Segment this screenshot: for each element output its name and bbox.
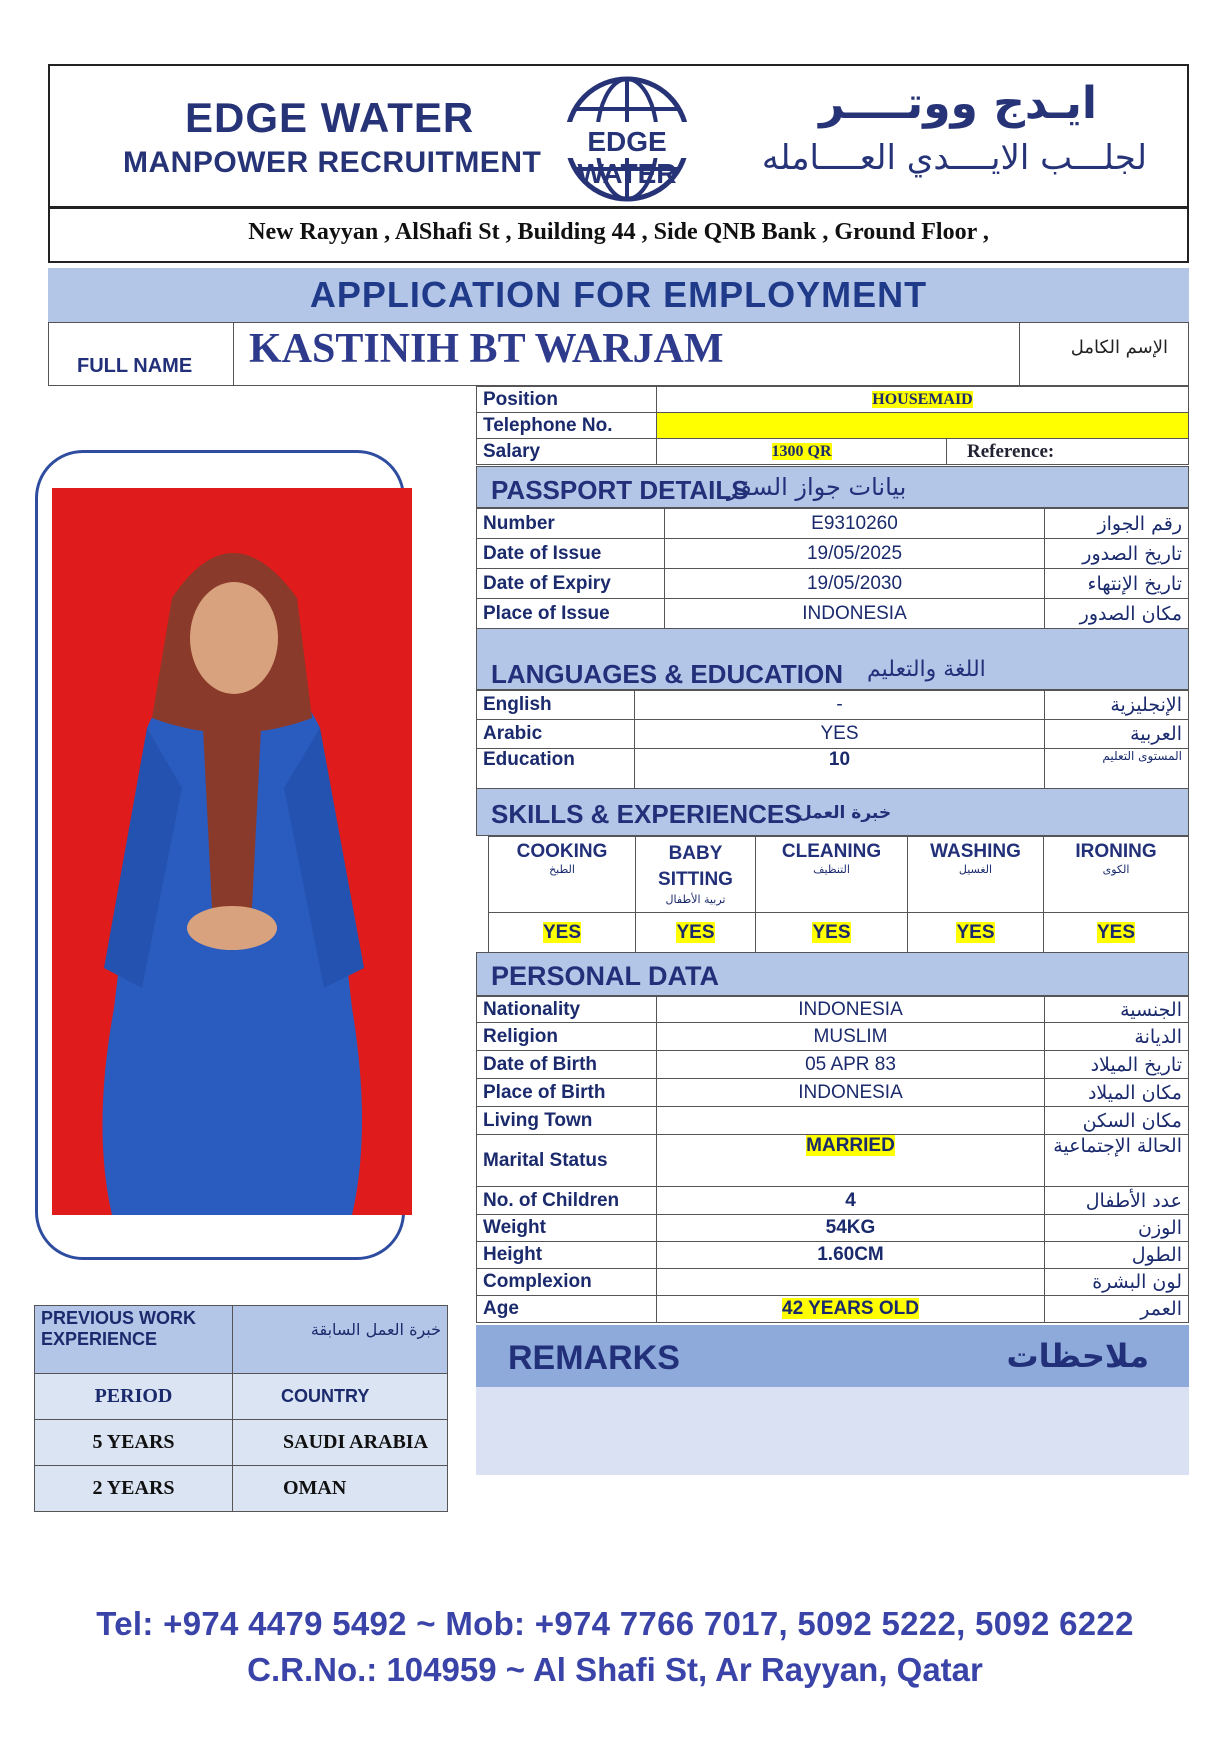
company-subtitle-ar: لجلـــب الايــــدي العــــامله bbox=[761, 138, 1147, 178]
position-table bbox=[476, 386, 1189, 465]
skills-heading-text: SKILLS & EXPERIENCES bbox=[491, 799, 802, 829]
skill-baby-sitting-value-cell bbox=[636, 913, 756, 953]
table-row bbox=[35, 1466, 448, 1512]
skill-ironing-value-cell bbox=[1044, 913, 1189, 953]
marital-status-value: MARRIED bbox=[806, 1135, 895, 1156]
skill-value: YES bbox=[542, 921, 582, 943]
table-row bbox=[477, 1242, 1189, 1269]
table-row bbox=[477, 599, 1189, 629]
logo-text: EDGE WATER bbox=[577, 126, 677, 189]
remarks-heading bbox=[476, 1325, 1189, 1387]
skill-baby-sitting bbox=[636, 837, 756, 913]
experience-heading: PREVIOUS WORK EXPERIENCE bbox=[35, 1306, 233, 1374]
skill-label-ar: الطبخ bbox=[549, 863, 575, 876]
religion-value: MUSLIM bbox=[657, 1023, 1045, 1051]
living-town-ar: مكان السكن bbox=[1045, 1107, 1189, 1135]
place-of-issue-label: Place of Issue bbox=[477, 599, 665, 629]
complexion-label: Complexion bbox=[477, 1269, 657, 1296]
table-row bbox=[477, 720, 1189, 749]
position-label: Position bbox=[477, 387, 657, 413]
full-name-row bbox=[48, 322, 1189, 386]
place-of-birth-label: Place of Birth bbox=[477, 1079, 657, 1107]
education-label: Education bbox=[477, 749, 635, 789]
skill-label-ar: تربية الأطفال bbox=[665, 893, 726, 906]
table-row bbox=[477, 691, 1189, 720]
place-of-birth-ar: مكان الميلاد bbox=[1045, 1079, 1189, 1107]
letterhead bbox=[48, 64, 1189, 208]
experience-period: 5 YEARS bbox=[35, 1420, 233, 1466]
nationality-label: Nationality bbox=[477, 997, 657, 1023]
age-cell bbox=[657, 1296, 1045, 1323]
table-row bbox=[477, 1079, 1189, 1107]
skills-heading-ar: خبرة العمل bbox=[797, 803, 892, 823]
address-text: New Rayyan , AlShafi St , Building 44 , Side QNB Bank , Ground Floor , bbox=[248, 219, 989, 245]
religion-ar: الديانة bbox=[1045, 1023, 1189, 1051]
personal-heading-text: PERSONAL DATA bbox=[491, 961, 720, 991]
divider bbox=[233, 323, 234, 386]
passport-heading-text: PASSPORT DETAILS bbox=[491, 475, 749, 505]
experience-heading-ar: خبرة العمل السابقة bbox=[233, 1306, 448, 1374]
footer bbox=[0, 1605, 1230, 1689]
passport-heading bbox=[476, 466, 1189, 508]
divider bbox=[1019, 323, 1020, 386]
issue-date-label: Date of Issue bbox=[477, 539, 665, 569]
dob-value: 05 APR 83 bbox=[657, 1051, 1045, 1079]
place-of-issue-ar: مكان الصدور bbox=[1045, 599, 1189, 629]
passport-number-label: Number bbox=[477, 509, 665, 539]
weight-label: Weight bbox=[477, 1215, 657, 1242]
religion-label: Religion bbox=[477, 1023, 657, 1051]
skill-value: YES bbox=[956, 921, 995, 943]
age-ar: العمر bbox=[1045, 1296, 1189, 1323]
education-ar: المستوى التعليم bbox=[1045, 749, 1189, 789]
height-value: 1.60CM bbox=[657, 1242, 1045, 1269]
skill-label-ar: الكوى bbox=[1102, 863, 1130, 876]
skill-label: WASHING bbox=[930, 841, 1021, 862]
skill-cleaning bbox=[756, 837, 908, 913]
arabic-value: YES bbox=[635, 720, 1045, 749]
position-cell bbox=[657, 387, 1189, 413]
languages-table bbox=[476, 690, 1189, 789]
height-ar: الطول bbox=[1045, 1242, 1189, 1269]
passport-number-value: E9310260 bbox=[665, 509, 1045, 539]
skill-value: YES bbox=[812, 921, 851, 943]
weight-value: 54KG bbox=[657, 1215, 1045, 1242]
issue-date-ar: تاريخ الصدور bbox=[1045, 539, 1189, 569]
skill-value: YES bbox=[676, 921, 715, 943]
skill-label: CLEANING bbox=[781, 841, 882, 862]
table-row bbox=[477, 539, 1189, 569]
education-value: 10 bbox=[635, 749, 1045, 789]
reference-label: Reference: bbox=[947, 439, 1189, 465]
table-row bbox=[489, 837, 1189, 913]
place-of-birth-value: INDONESIA bbox=[657, 1079, 1045, 1107]
skill-cooking-value-cell bbox=[489, 913, 636, 953]
personal-table bbox=[476, 996, 1189, 1323]
remarks-body bbox=[476, 1387, 1189, 1475]
english-ar: الإنجليزية bbox=[1045, 691, 1189, 720]
page-title: APPLICATION FOR EMPLOYMENT bbox=[48, 268, 1189, 322]
applicant-photo bbox=[52, 488, 412, 1215]
table-row bbox=[477, 1215, 1189, 1242]
table-row bbox=[35, 1420, 448, 1466]
skill-label: BABY SITTING bbox=[658, 843, 733, 890]
complexion-ar: لون البشرة bbox=[1045, 1269, 1189, 1296]
passport-heading-ar: بيانات جواز السفر bbox=[727, 473, 907, 501]
nationality-ar: الجنسية bbox=[1045, 997, 1189, 1023]
arabic-label: Arabic bbox=[477, 720, 635, 749]
table-row bbox=[35, 1374, 448, 1420]
weight-ar: الوزن bbox=[1045, 1215, 1189, 1242]
table-row bbox=[477, 1051, 1189, 1079]
table-row bbox=[477, 1107, 1189, 1135]
footer-registration: C.R.No.: 104959 ~ Al Shafi St, Ar Rayyan, Qatar bbox=[247, 1651, 983, 1688]
issue-date-value: 19/05/2025 bbox=[665, 539, 1045, 569]
nationality-value: INDONESIA bbox=[657, 997, 1045, 1023]
children-value: 4 bbox=[657, 1187, 1045, 1215]
position-value: HOUSEMAID bbox=[872, 390, 973, 408]
skill-cooking bbox=[489, 837, 636, 913]
skill-label-ar: الغسيل bbox=[958, 863, 993, 876]
country-header: COUNTRY bbox=[233, 1374, 448, 1420]
remarks-label: REMARKS bbox=[508, 1339, 680, 1377]
skill-value: YES bbox=[1096, 921, 1136, 943]
telephone-label: Telephone No. bbox=[477, 413, 657, 439]
expiry-date-value: 19/05/2030 bbox=[665, 569, 1045, 599]
children-label: No. of Children bbox=[477, 1187, 657, 1215]
languages-heading bbox=[476, 628, 1189, 690]
address-bar bbox=[48, 207, 1189, 263]
personal-heading bbox=[476, 952, 1189, 996]
skill-washing bbox=[908, 837, 1044, 913]
telephone-value bbox=[657, 413, 1189, 439]
living-town-value bbox=[657, 1107, 1045, 1135]
table-row bbox=[35, 1306, 448, 1374]
dob-ar: تاريخ الميلاد bbox=[1045, 1051, 1189, 1079]
table-row bbox=[477, 997, 1189, 1023]
place-of-issue-value: INDONESIA bbox=[665, 599, 1045, 629]
english-label: English bbox=[477, 691, 635, 720]
globe-logo-icon bbox=[536, 74, 718, 204]
children-ar: عدد الأطفال bbox=[1045, 1187, 1189, 1215]
salary-value: 1300 QR bbox=[771, 442, 832, 460]
table-row bbox=[477, 1135, 1189, 1187]
skill-washing-value-cell bbox=[908, 913, 1044, 953]
skill-cleaning-value-cell bbox=[756, 913, 908, 953]
english-value: - bbox=[635, 691, 1045, 720]
age-label: Age bbox=[477, 1296, 657, 1323]
marital-status-label: Marital Status bbox=[477, 1135, 657, 1187]
remarks-label-ar: ملاحظات bbox=[1006, 1337, 1149, 1375]
marital-status-cell bbox=[657, 1135, 1045, 1187]
table-row bbox=[477, 1187, 1189, 1215]
experience-country: OMAN bbox=[233, 1466, 448, 1512]
experience-table bbox=[34, 1305, 448, 1512]
complexion-value bbox=[657, 1269, 1045, 1296]
table-row bbox=[477, 569, 1189, 599]
skills-heading bbox=[476, 788, 1189, 836]
footer-contact: Tel: +974 4479 5492 ~ Mob: +974 7766 7017, 5092 5222, 5092 6222 bbox=[96, 1605, 1134, 1642]
table-row bbox=[477, 1269, 1189, 1296]
period-header: PERIOD bbox=[35, 1374, 233, 1420]
expiry-date-ar: تاريخ الإنتهاء bbox=[1045, 569, 1189, 599]
company-name-ar: ايـدج ووتــــر bbox=[819, 78, 1097, 129]
company-name: EDGE WATER bbox=[185, 94, 475, 141]
skill-ironing bbox=[1044, 837, 1189, 913]
living-town-label: Living Town bbox=[477, 1107, 657, 1135]
skill-label-ar: التنظيف bbox=[813, 863, 850, 876]
passport-number-ar: رقم الجواز bbox=[1045, 509, 1189, 539]
languages-heading-ar: اللغة والتعليم bbox=[867, 657, 986, 682]
expiry-date-label: Date of Expiry bbox=[477, 569, 665, 599]
languages-heading-text: LANGUAGES & EDUCATION bbox=[491, 659, 843, 689]
experience-period: 2 YEARS bbox=[35, 1466, 233, 1512]
full-name-label: FULL NAME bbox=[77, 355, 193, 377]
full-name-label-ar: الإسم الكامل bbox=[1070, 337, 1168, 358]
table-row bbox=[477, 509, 1189, 539]
table-row bbox=[477, 1296, 1189, 1323]
height-label: Height bbox=[477, 1242, 657, 1269]
skill-label: IRONING bbox=[1075, 841, 1157, 862]
experience-country: SAUDI ARABIA bbox=[233, 1420, 448, 1466]
skills-table bbox=[488, 836, 1189, 953]
salary-cell bbox=[657, 439, 947, 465]
table-row bbox=[477, 1023, 1189, 1051]
passport-table bbox=[476, 508, 1189, 629]
age-value: 42 YEARS OLD bbox=[782, 1298, 919, 1319]
table-row bbox=[477, 749, 1189, 789]
table-row bbox=[489, 913, 1189, 953]
full-name-value: KASTINIH BT WARJAM bbox=[249, 326, 724, 372]
salary-label: Salary bbox=[477, 439, 657, 465]
company-subtitle: MANPOWER RECRUITMENT bbox=[123, 146, 542, 179]
dob-label: Date of Birth bbox=[477, 1051, 657, 1079]
arabic-ar: العربية bbox=[1045, 720, 1189, 749]
marital-status-ar: الحالة الإجتماعية bbox=[1045, 1135, 1189, 1187]
skill-label: COOKING bbox=[516, 841, 608, 862]
